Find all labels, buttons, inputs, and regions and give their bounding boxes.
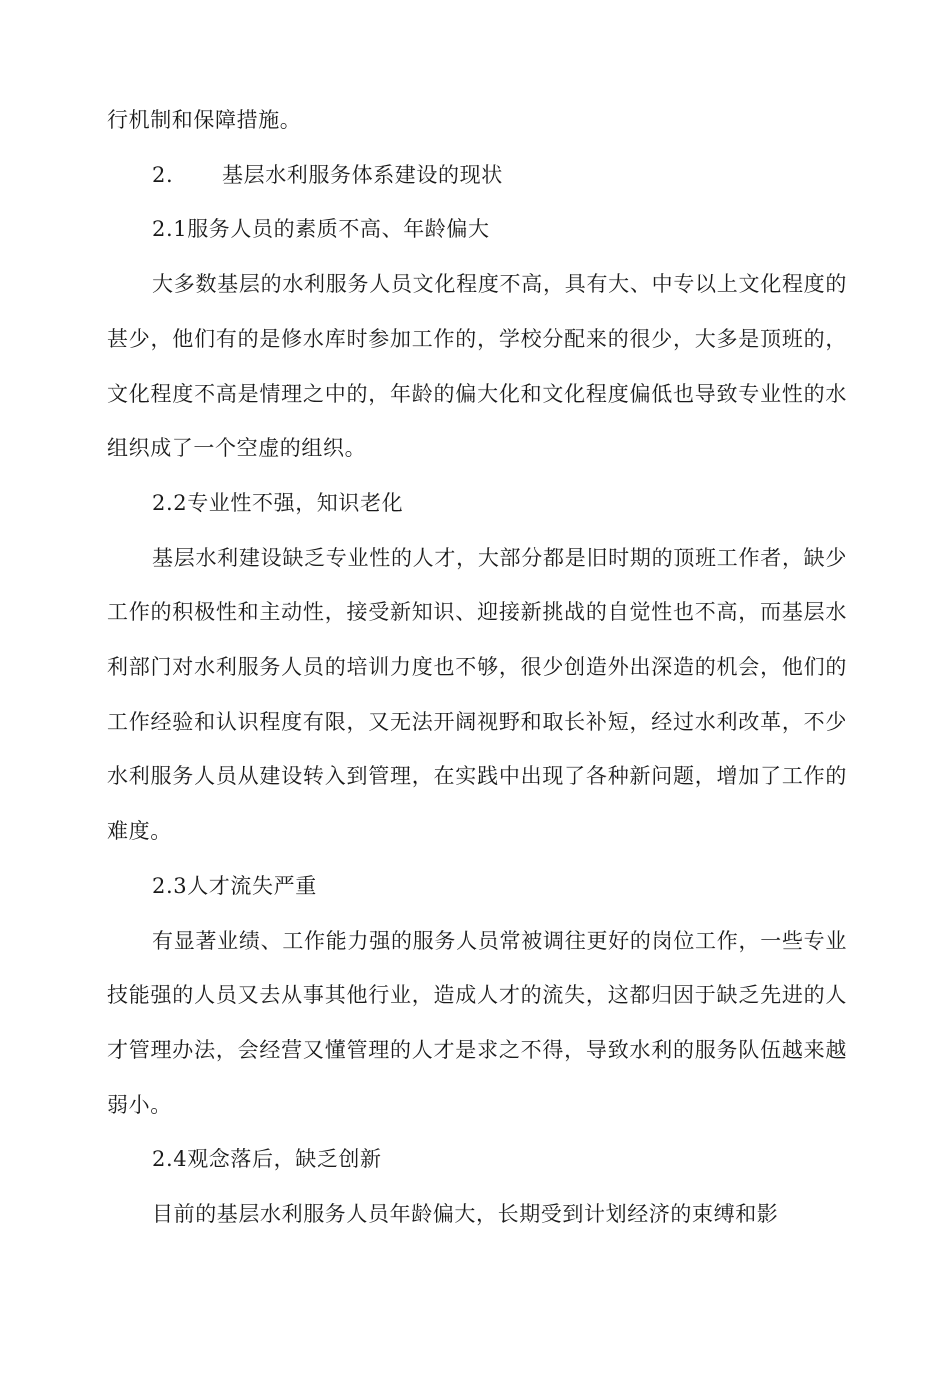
subsection-title: 专业性不强，知识老化	[187, 490, 404, 515]
subsection-title: 人才流失严重	[187, 873, 317, 898]
paragraph-2-1: 大多数基层的水利服务人员文化程度不高，具有大、中专以上文化程度的甚少，他们有的是修水库时参加工作的，学校分配来的很少，大多是顶班的，文化程度不高是情理之中的，年龄的偏大化和文化程度偏低也导致专业性的水组织成了一个空虚的组织。	[107, 272, 847, 461]
intro-paragraph-fragment: 行机制和保障措施。	[107, 108, 302, 132]
subsection-number: 2.2	[152, 490, 188, 515]
paragraph-2-3: 有显著业绩、工作能力强的服务人员常被调往更好的岗位工作，一些专业技能强的人员又去从事其他行业，造成人才的流失，这都归因于缺乏先进的人才管理办法，会经营又懂管理的人才是求之不得，导致水利的服务队伍越来越弱小。	[107, 928, 847, 1117]
subsection-number: 2.3	[152, 873, 188, 898]
subsection-heading-2-3	[107, 859, 847, 914]
subsection-number: 2.1	[152, 217, 188, 242]
subsection-heading-2-2	[107, 476, 847, 531]
paragraph-2-4: 目前的基层水利服务人员年龄偏大，长期受到计划经济的束缚和影	[152, 1202, 779, 1227]
subsection-title: 服务人员的素质不高、年龄偏大	[187, 217, 490, 242]
document-body	[107, 93, 847, 1242]
paragraph-2-2: 基层水利建设缺乏专业性的人才，大部分都是旧时期的顶班工作者，缺少工作的积极性和主动性，接受新知识、迎接新挑战的自觉性也不高，而基层水利部门对水利服务人员的培训力度也不够，很少创造外出深造的机会，他们的工作经验和认识程度有限，又无法开阔视野和取长补短，经过水利改革，不少水利服务人员从建设转入到管理，在实践中出现了各种新问题，增加了工作的难度。	[107, 545, 847, 844]
subsection-heading-2-4	[107, 1132, 847, 1187]
subsection-title: 观念落后，缺乏创新	[187, 1147, 382, 1172]
section-heading-2	[107, 148, 847, 203]
section-title: 基层水利服务体系建设的现状	[222, 162, 503, 187]
subsection-heading-2-1	[107, 202, 847, 257]
section-number: 2.	[152, 162, 174, 187]
subsection-number: 2.4	[152, 1147, 188, 1172]
